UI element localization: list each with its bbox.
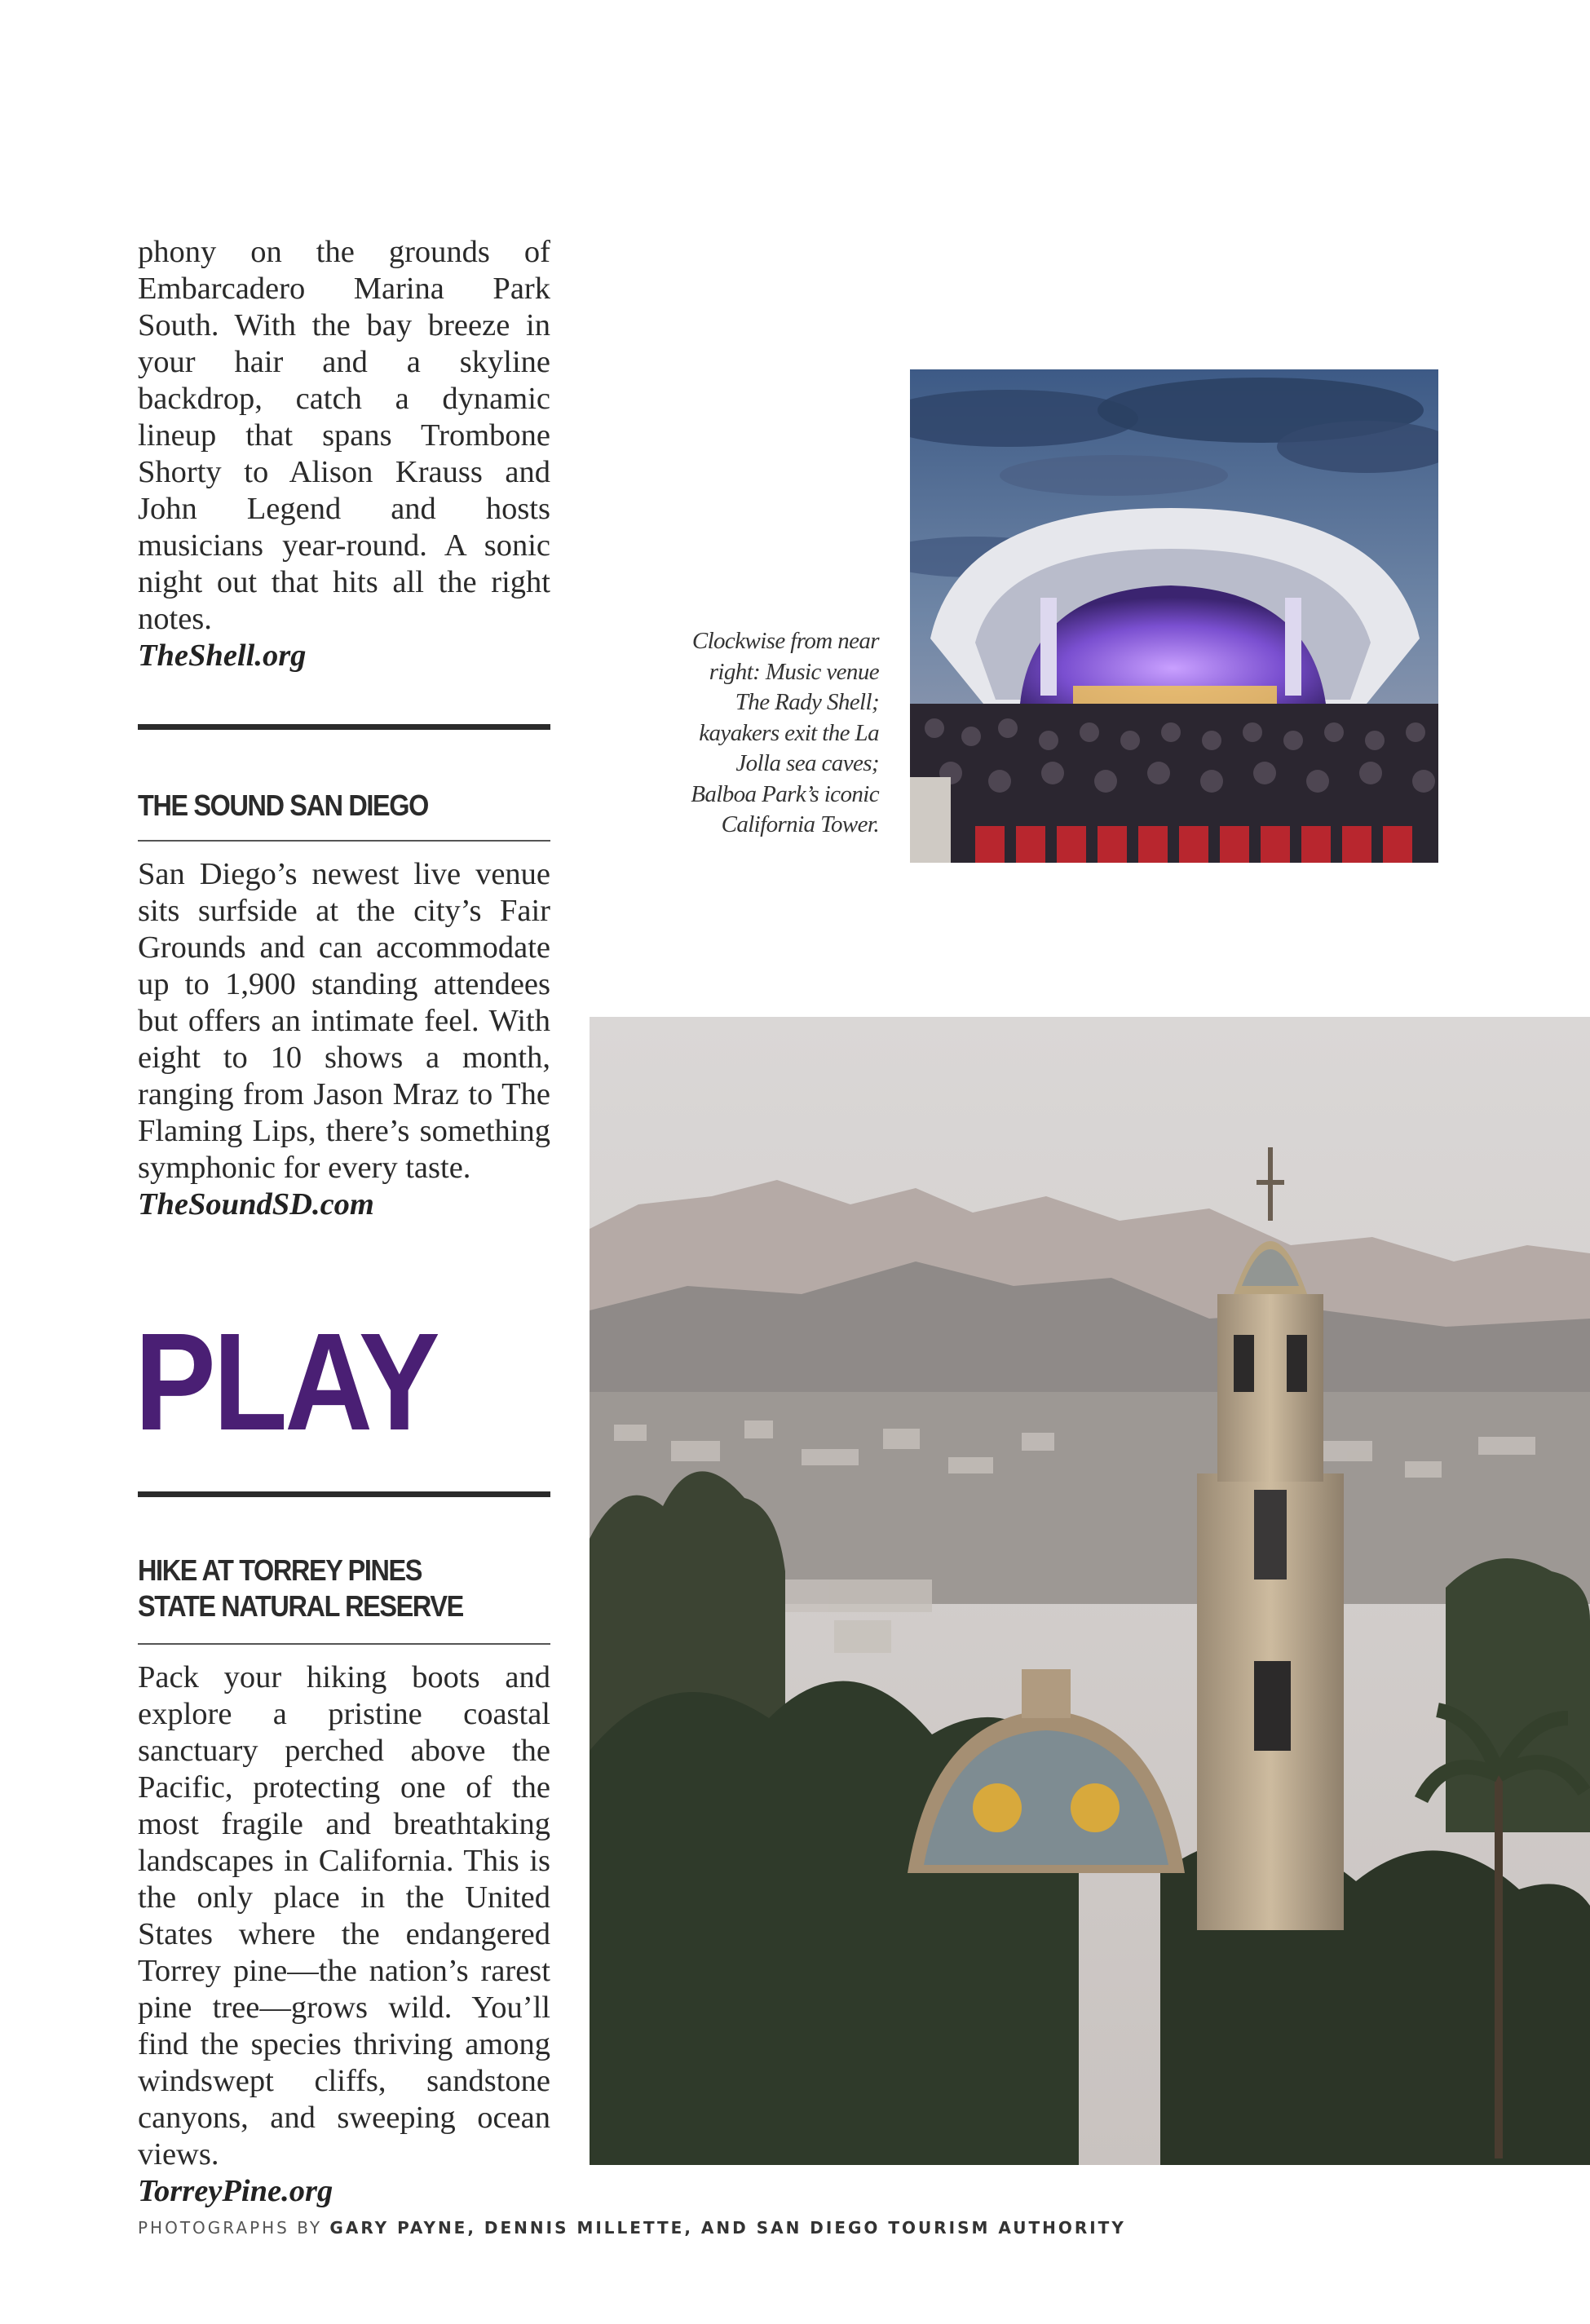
- photo-caption: Clockwise from near right: Music venue The Rady Shell; kayakers exit the La Jolla sea caves; Balboa Park’s iconic California Tower.: [691, 628, 879, 837]
- rady-shell-illustration: [910, 369, 1438, 863]
- sound-body: San Diego’s newest live venue sits surfside at the city’s Fair Grounds and can accommodate up to 1,900 standing attendees but offers an intimate feel. With eight to 10 shows a month, ranging from Jason Mraz to The Flaming Lips, there’s something symphonic for every taste.: [138, 857, 550, 1185]
- torrey-heading-rule: [138, 1643, 550, 1645]
- photo-credit-names: GARY PAYNE, DENNIS MILLETTE, AND SAN DIEGO TOURISM AUTHORITY: [329, 2218, 1126, 2238]
- torrey-body: Pack your hiking boots and explore a pristine coastal sanctuary perched above the Pacific, protecting one of the most fragile and breathtaking landscapes in California. This is the only place in the United States where the endangered Torrey pine—the nation’s rarest pine tree—grows wild. You’ll find the species thriving among windswept cliffs, sandstone canyons, and sweeping ocean views.: [138, 1660, 550, 2172]
- sound-heading: THE SOUND SAN DIEGO: [138, 789, 428, 822]
- shell-body: phony on the grounds of Embarcadero Marina Park South. With the bay breeze in your hair and a skyline backdrop, catch a dynamic lineup that spans Trombone Shorty to Alison Krauss and John Legend and hosts musicians year-round. A sonic night out that hits all the right notes.: [138, 235, 550, 636]
- torrey-heading: HIKE AT TORREY PINES STATE NATURAL RESERVE: [138, 1553, 463, 1623]
- photo-credit: [138, 2218, 1126, 2238]
- california-tower-illustration: [590, 1017, 1590, 2165]
- torrey-section: [138, 1659, 550, 2210]
- california-tower-photo: [590, 1017, 1590, 2165]
- sound-link[interactable]: TheSoundSD.com: [138, 1187, 374, 1222]
- section-rule-torrey: [138, 1491, 550, 1497]
- sound-heading-rule: [138, 840, 550, 842]
- shell-section: [138, 234, 550, 674]
- sound-section: [138, 856, 550, 1223]
- rady-shell-photo: [910, 369, 1438, 863]
- play-heading: PLAY: [135, 1305, 438, 1460]
- photo-credit-prefix: PHOTOGRAPHS BY: [138, 2218, 323, 2238]
- shell-link[interactable]: TheShell.org: [138, 638, 307, 673]
- torrey-link[interactable]: TorreyPine.org: [138, 2174, 333, 2208]
- section-rule-sound: [138, 724, 550, 730]
